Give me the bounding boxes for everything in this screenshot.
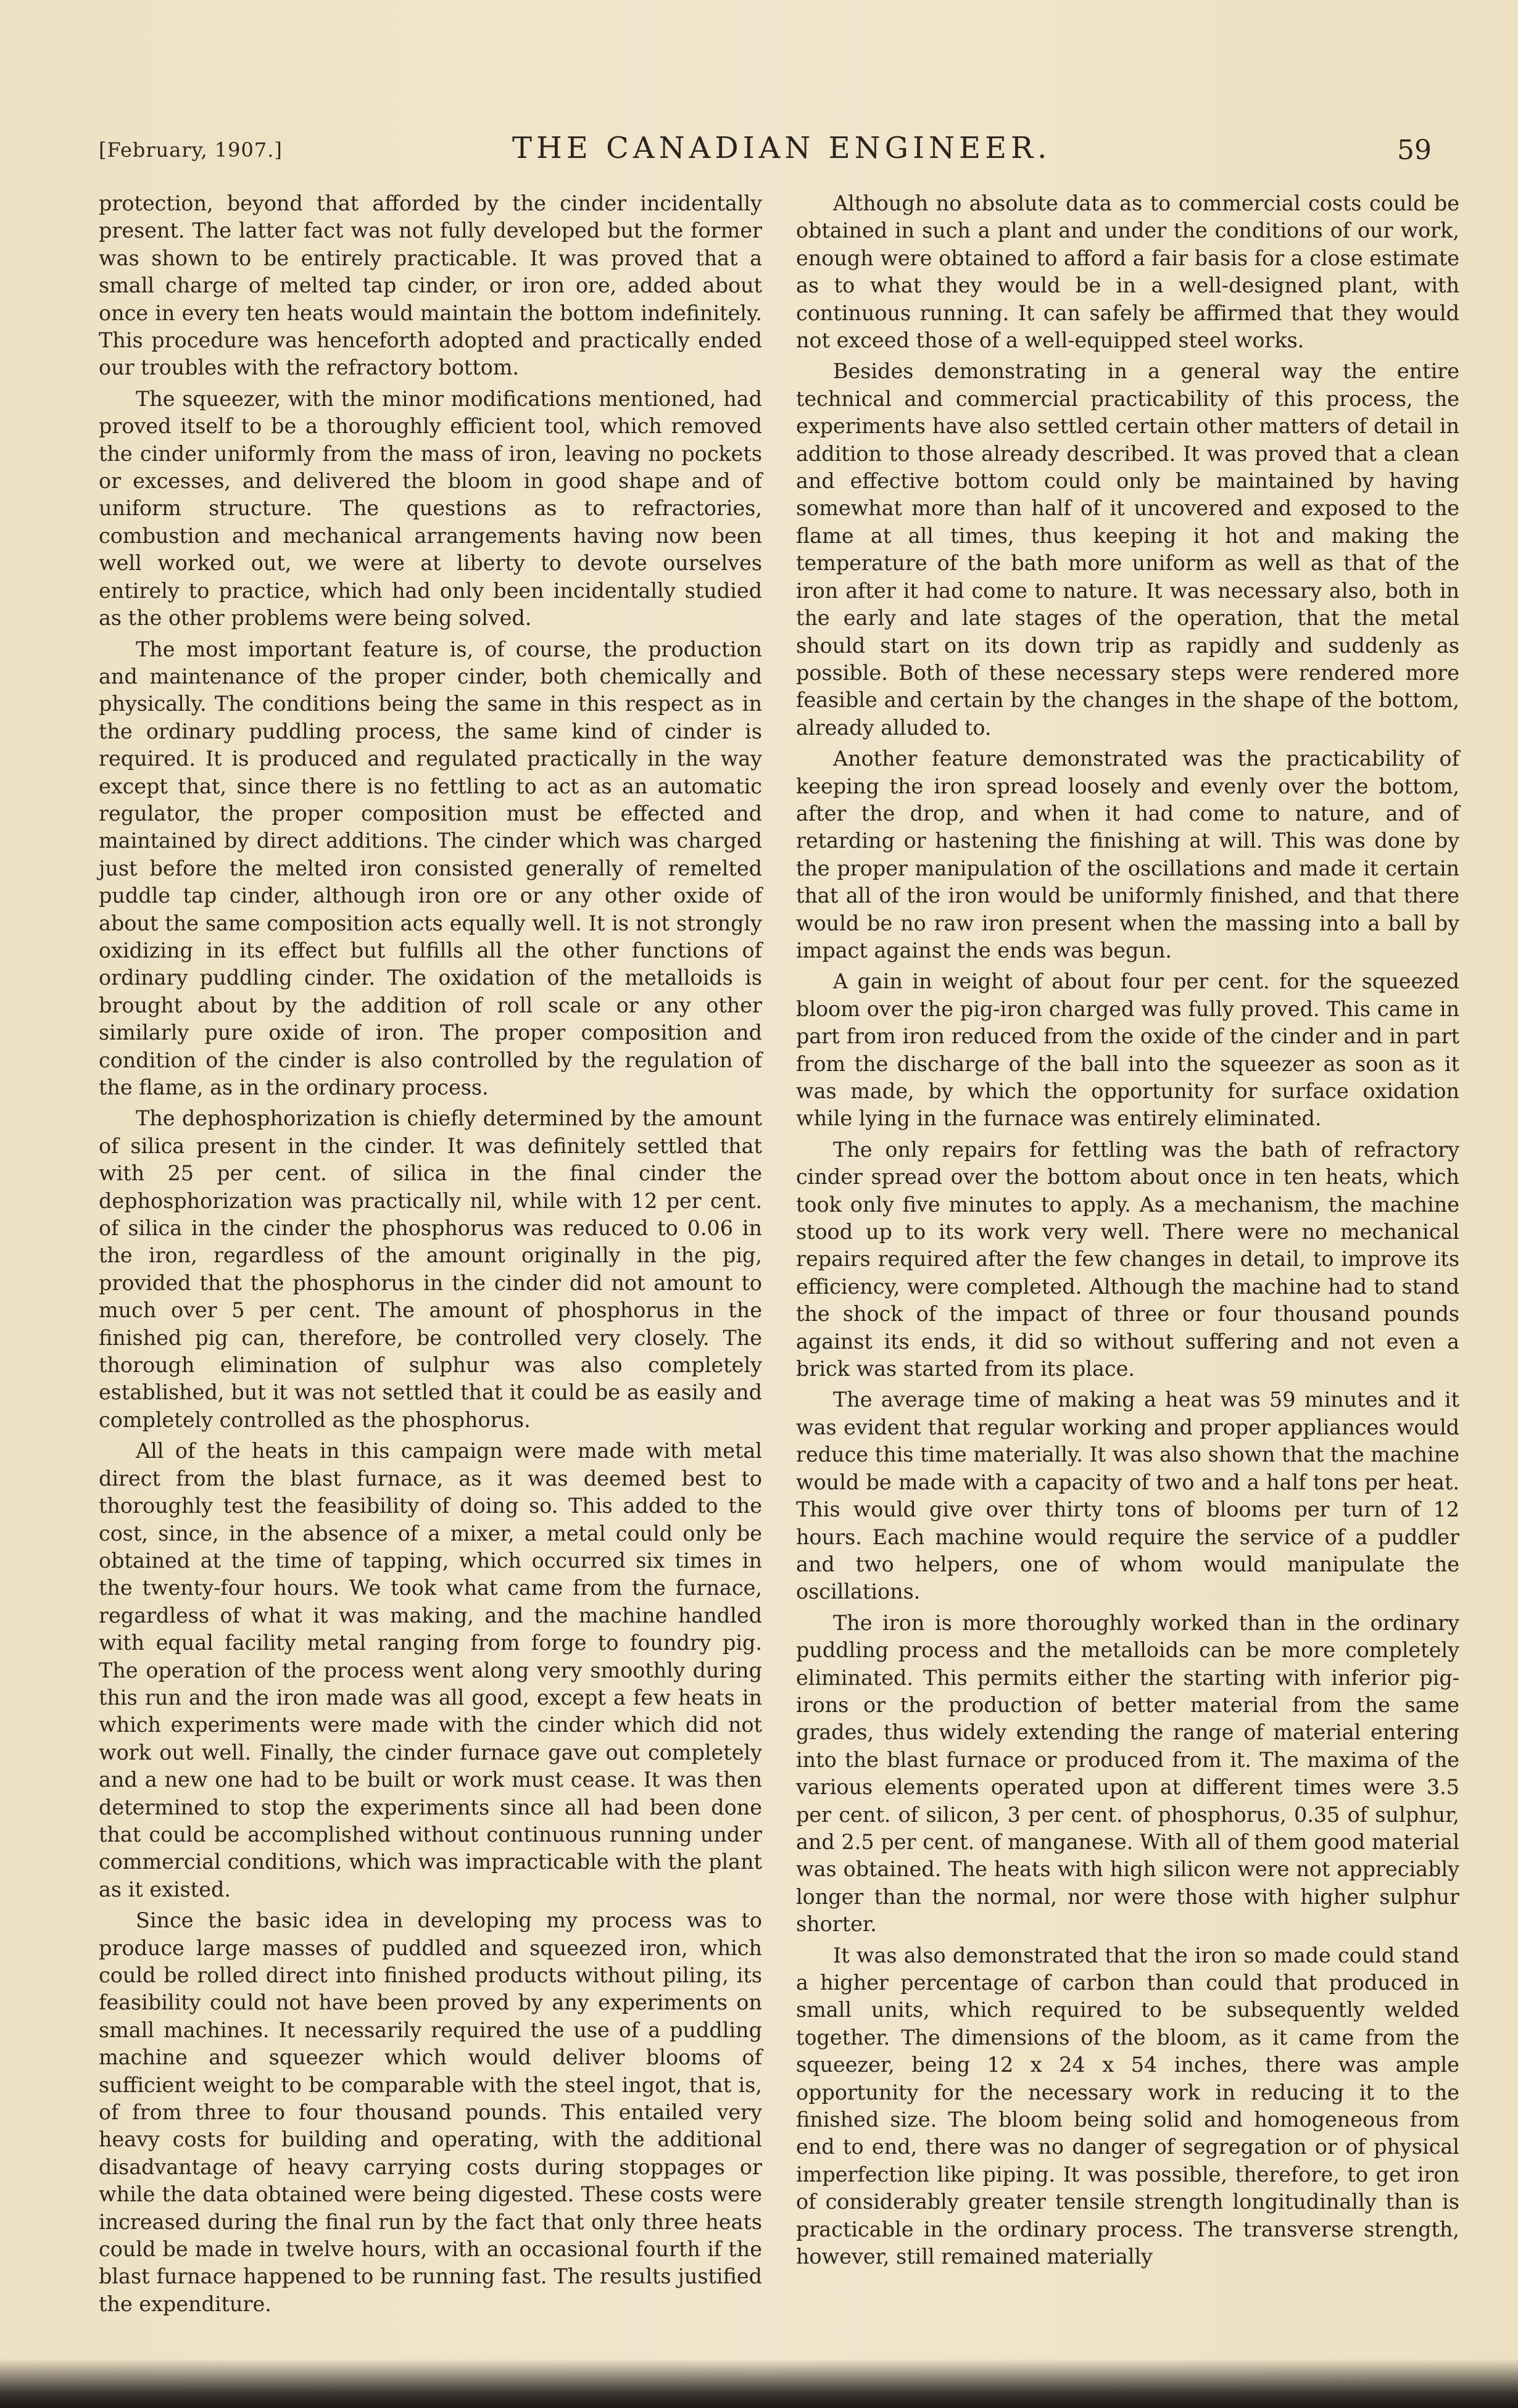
paragraph: All of the heats in this campaign were made with metal direct from the blast furnace, as it was deemed best to thoroughly test the feasibility of doing so. This added to the cost, since, in the absence of a mixer, a metal could only be obtained at the time of tapping, which occurred six times in the twenty-four hours. We took what came from the furnace, regardless of what it was making, and the machine handled with equal facility metal ranging from forge to foundry pig. The operation of the process went along very smoothly during this run and the iron made was all good, except a few heats in which experiments were made with the cinder which did not work out well. Finally, the cinder furnace gave out completely and a new one had to be built or work must cease. It was then determined to stop the experiments since all had been done that could be accomplished without continuous running under commercial conditions, which was impracticable with the plant as it existed.	[99, 1439, 762, 1901]
issue-date: [February, 1907.]	[99, 138, 283, 162]
journal-title: THE CANADIAN ENGINEER.	[512, 131, 1051, 165]
paragraph: The average time of making a heat was 59 minutes and it was evident that regular working and proper appliances would reduce this time materially. It was also shown that the machine would be made with a capacity of two and a half tons per heat. This would give over thirty tons of blooms per turn of 12 hours. Each machine would require the service of a puddler and two helpers, one of whom would manipulate the oscillations.	[796, 1388, 1459, 1604]
paragraph: Although no absolute data as to commercial costs could be obtained in such a plant and under the conditions of our work, enough were obtained to afford a fair basis for a close estimate as to what they would be in a well-designed plant, with continuous running. It can safely be affirmed that they would not exceed those of a well-equipped steel works.	[796, 191, 1459, 353]
page-number: 59	[1397, 134, 1432, 166]
running-header	[99, 131, 1438, 168]
paragraph: The squeezer, with the minor modifications mentioned, had proved itself to be a thoroughly efficient tool, which removed the cinder uniformly from the mass of iron, leaving no pockets or excesses, and delivered the bloom in good shape and of uniform structure. The questions as to refractories, combustion and mechanical arrangements having now been well worked out, we were at liberty to devote ourselves entirely to practice, which had only been incidentally studied as the other problems were being solved.	[99, 386, 762, 631]
paragraph: The dephosphorization is chiefly determined by the amount of silica present in the cinder. It was definitely settled that with 25 per cent. of silica in the final cinder the dephosphorization was practically nil, while with 12 per cent. of silica in the cinder the phosphorus was reduced to 0.06 in the iron, regardless of the amount originally in the pig, provided that the phosphorus in the cinder did not amount to much over 5 per cent. The amount of phosphorus in the finished pig can, therefore, be controlled very closely. The thorough elimination of sulphur was also completely established, but it was not settled that it could be as easily and completely controlled as the phosphorus.	[99, 1106, 762, 1432]
paragraph: It was also demonstrated that the iron so made could stand a higher percentage of carbon than could that produced in small units, which required to be subsequently welded together. The dimensions of the bloom, as it came from the squeezer, being 12 x 24 x 54 inches, there was ample opportunity for the necessary work in reducing it to the finished size. The bloom being solid and homogeneous from end to end, there was no danger of segregation or of physical imperfection like piping. It was possible, therefore, to get iron of considerably greater tensile strength longitudinally than is practicable in the ordinary process. The transverse strength, however, still remained materially	[796, 1943, 1459, 2269]
right-column	[796, 190, 1459, 2274]
scan-edge-shadow	[0, 2359, 1518, 2408]
paragraph: A gain in weight of about four per cent. for the squeezed bloom over the pig-iron charged was fully proved. This came in part from iron reduced from the oxide of the cinder and in part from the discharge of the ball into the squeezer as soon as it was made, by which the opportunity for surface oxidation while lying in the furnace was entirely eliminated.	[796, 969, 1459, 1131]
paragraph: The most important feature is, of course, the production and maintenance of the proper cinder, both chemically and physically. The conditions being the same in this respect as in the ordinary puddling process, the same kind of cinder is required. It is produced and regulated practically in the way except that, since there is no fettling to act as an automatic regulator, the proper composition must be effected and maintained by direct additions. The cinder which was charged just before the melted iron consisted generally of remelted puddle tap cinder, although iron ore or any other oxide of about the same composition acts equally well. It is not strongly oxidizing in its effect but fulfills all the other functions of ordinary puddling cinder. The oxidation of the metalloids is brought about by the addition of roll scale or any other similarly pure oxide of iron. The proper composition and condition of the cinder is also controlled by the regulation of the flame, as in the ordinary process.	[99, 637, 762, 1099]
paragraph: The only repairs for fettling was the bath of refractory cinder spread over the bottom about once in ten heats, which took only five minutes to apply. As a mechanism, the machine stood up to its work very well. There were no mechanical repairs required after the few changes in detail, to improve its efficiency, were completed. Although the machine had to stand the shock of the impact of three or four thousand pounds against its ends, it did so without suffering and not even a brick was started from its place.	[796, 1137, 1459, 1381]
left-column	[99, 190, 762, 2322]
paragraph: The iron is more thoroughly worked than in the ordinary puddling process and the metalloids can be more completely eliminated. This permits either the starting with inferior pig-irons or the production of better material from the same grades, thus widely extending the range of material entering into the blast furnace or produced from it. The maxima of the various elements operated upon at different times were 3.5 per cent. of silicon, 3 per cent. of phosphorus, 0.35 of sulphur, and 2.5 per cent. of manganese. With all of them good material was obtained. The heats with high silicon were not appreciably longer than the normal, nor were those with higher sulphur shorter.	[796, 1610, 1459, 1937]
paragraph: Another feature demonstrated was the practicability of keeping the iron spread loosely and evenly over the bottom, after the drop, and when it had come to nature, and of retarding or hastening the finishing at will. This was done by the proper manipulation of the oscillations and made it certain that all of the iron would be uniformly finished, and that there would be no raw iron present when the massing into a ball by impact against the ends was begun.	[796, 747, 1459, 962]
paragraph: Since the basic idea in developing my process was to produce large masses of puddled and squeezed iron, which could be rolled direct into finished products without piling, its feasibility could not have been proved by any experiments on small machines. It necessarily required the use of a puddling machine and squeezer which would deliver blooms of sufficient weight to be comparable with the steel ingot, that is, of from three to four thousand pounds. This entailed very heavy costs for building and operating, with the additional disadvantage of heavy carrying costs during stoppages or while the data obtained were being digested. These costs were increased during the final run by the fact that only three heats could be made in twelve hours, with an occasional fourth if the blast furnace happened to be running fast. The results justified the expenditure.	[99, 1908, 762, 2316]
paragraph: Besides demonstrating in a general way the entire technical and commercial practicability of this process, the experiments have also settled certain other matters of detail in addition to those already described. It was proved that a clean and effective bottom could only be maintained by having somewhat more than half of it uncovered and exposed to the flame at all times, thus keeping it hot and making the temperature of the bath more uniform as well as that of the iron after it had come to nature. It was necessary also, both in the early and late stages of the operation, that the metal should start on its down trip as rapidly and suddenly as possible. Both of these necessary steps were rendered more feasible and certain by the changes in the shape of the bottom, already alluded to.	[796, 359, 1459, 740]
paragraph: protection, beyond that afforded by the cinder incidentally present. The latter fact was not fully developed but the former was shown to be entirely practicable. It was proved that a small charge of melted tap cinder, or iron ore, added about once in every ten heats would maintain the bottom indefinitely. This procedure was henceforth adopted and practically ended our troubles with the refractory bottom.	[99, 191, 762, 380]
